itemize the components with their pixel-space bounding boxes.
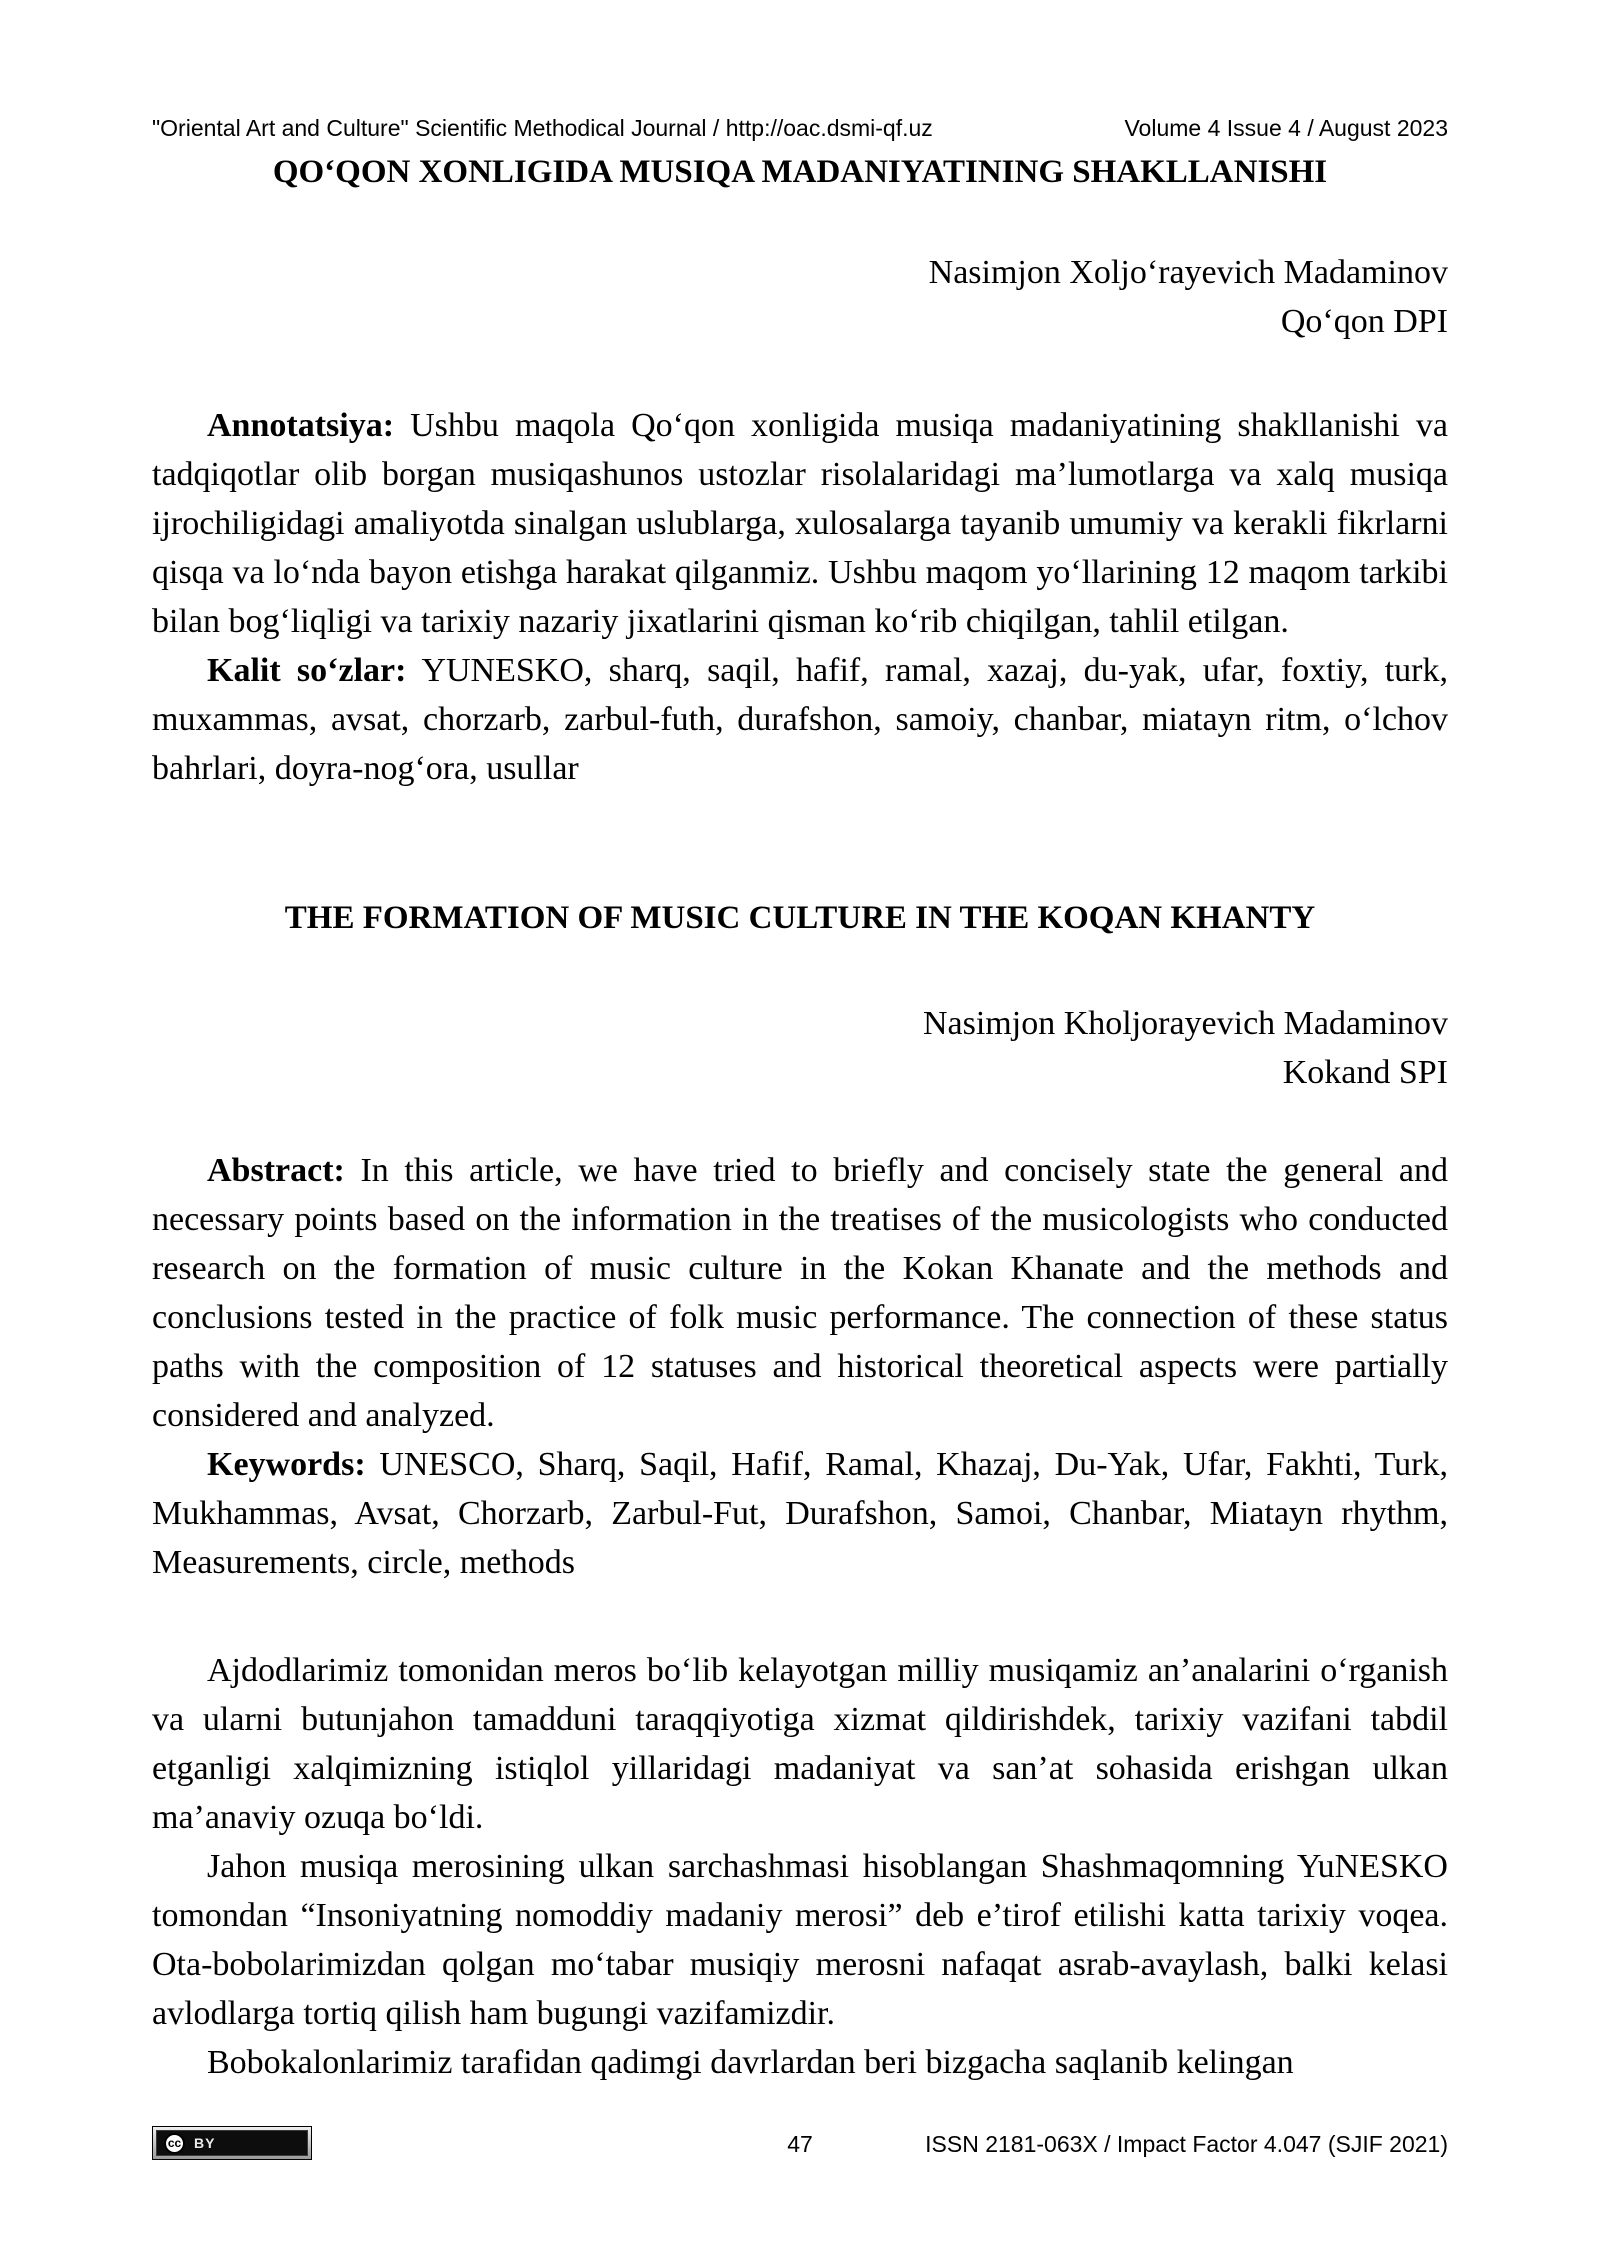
author-name-uz: Nasimjon Xoljo‘rayevich Madaminov bbox=[928, 254, 1448, 291]
abstract-text: In this article, we have tried to briefly and concisely state the general and necessary points based on the information in the treatises of the musicologists who conducted research on the formation of music culture in the Kokan Khanate and the methods and conclusions tested in the practice of folk music performance. The connection of these status paths with the composition of 12 statuses and historical theoretical aspects were partially considered and analyzed. bbox=[152, 1152, 1448, 1434]
abstract-section-en bbox=[152, 1146, 1448, 1587]
author-affiliation-uz: Qo‘qon DPI bbox=[1280, 303, 1448, 340]
body-paragraph-2: Jahon musiqa merosining ulkan sarchashmasi hisoblangan Shashmaqomning YuNESKO tomondan “Insoniyatning nomoddiy madaniy merosi” deb e’tirof etilishi katta tarixiy voqea. Ota-bobolarimizdan qolgan mo‘tabar musiqiy merosni nafaqat asrab-avaylash, balki kelasi avlodlarga tortiq qilish ham bugungi vazifamizdir. bbox=[152, 1848, 1448, 2032]
annotation-label: Annotatsiya: bbox=[207, 407, 395, 444]
keywords-paragraph-en bbox=[152, 1440, 1448, 1587]
volume-issue-date: Volume 4 Issue 4 / August 2023 bbox=[1124, 115, 1448, 141]
body-paragraph-1: Ajdodlarimiz tomonidan meros bo‘lib kelayotgan milliy musiqamiz an’analarini o‘rganish va ularni butunjahon tamadduni taraqqiyotiga xizmat qildirishdek, tarixiy vazifani tabdil etganligi xalqimizning istiqlol yillaridagi madaniyat va san’at sohasida erishgan ulkan ma’anaviy ozuqa bo‘ldi. bbox=[152, 1652, 1448, 1836]
journal-name: "Oriental Art and Culture" Scientific Methodical Journal / http://oac.dsmi-qf.uz bbox=[152, 115, 933, 141]
page-number: 47 bbox=[787, 2131, 813, 2157]
abstract-label: Abstract: bbox=[207, 1152, 345, 1189]
author-block-uz bbox=[152, 248, 1448, 346]
author-block-en bbox=[152, 999, 1448, 1097]
keywords-label-uz: Kalit so‘zlar: bbox=[207, 652, 407, 689]
keywords-text-uz: YUNESKO, sharq, saqil, hafif, ramal, xazaj, du-yak, ufar, foxtiy, turk, muxammas, avsat, chorzarb, zarbul-futh, durafshon, samoiy, chanbar, miatayn ritm, o‘lchov bahrlari, doyra-nog‘ora, usullar bbox=[152, 652, 1448, 787]
keywords-text-en: UNESCO, Sharq, Saqil, Hafif, Ramal, Khazaj, Du-Yak, Ufar, Fakhti, Turk, Mukhammas, Avsat, Chorzarb, Zarbul-Fut, Durafshon, Samoi, Chanbar, Miatayn rhythm, Measurements, circle, methods bbox=[152, 1446, 1448, 1581]
keywords-paragraph-uz bbox=[152, 646, 1448, 793]
abstract-section-uz bbox=[152, 401, 1448, 793]
page-header bbox=[152, 112, 1448, 144]
annotation-paragraph bbox=[152, 401, 1448, 646]
keywords-label-en: Keywords: bbox=[207, 1446, 366, 1483]
article-title-uz: QO‘QON XONLIGIDA MUSIQA MADANIYATINING SHAKLLANISHI bbox=[272, 154, 1328, 190]
article-title-en: THE FORMATION OF MUSIC CULTURE IN THE KOQAN KHANTY bbox=[284, 900, 1316, 936]
issn-impact-factor: ISSN 2181-063X / Impact Factor 4.047 (SJIF 2021) bbox=[925, 2131, 1448, 2157]
cc-icon: cc bbox=[164, 2133, 185, 2154]
author-affiliation-en: Kokand SPI bbox=[1282, 1054, 1448, 1091]
page-footer bbox=[152, 2124, 1448, 2168]
article-body bbox=[152, 1646, 1448, 2087]
annotation-text: Ushbu maqola Qo‘qon xonligida musiqa madaniyatining shakllanishi va tadqiqotlar olib borgan musiqashunos ustozlar risolalaridagi ma’lumotlarga va xalq musiqa ijrochiligidagi amaliyotda sinalgan uslublarga, xulosalarga tayanib umumiy va kerakli fikrlarni qisqa va lo‘nda bayon etishga harakat qilganmiz. Ushbu maqom yo‘llarining 12 maqom tarkibi bilan bog‘liqligi va tarixiy nazariy jixatlarini qisman ko‘rib chiqilgan, tahlil etilgan. bbox=[152, 407, 1449, 640]
cc-by-label: BY bbox=[194, 2135, 216, 2151]
abstract-paragraph bbox=[152, 1146, 1448, 1440]
author-name-en: Nasimjon Kholjorayevich Madaminov bbox=[922, 1005, 1448, 1042]
body-paragraph-3: Bobokalonlarimiz tarafidan qadimgi davrlardan beri bizgacha saqlanib kelingan bbox=[207, 2044, 1294, 2081]
